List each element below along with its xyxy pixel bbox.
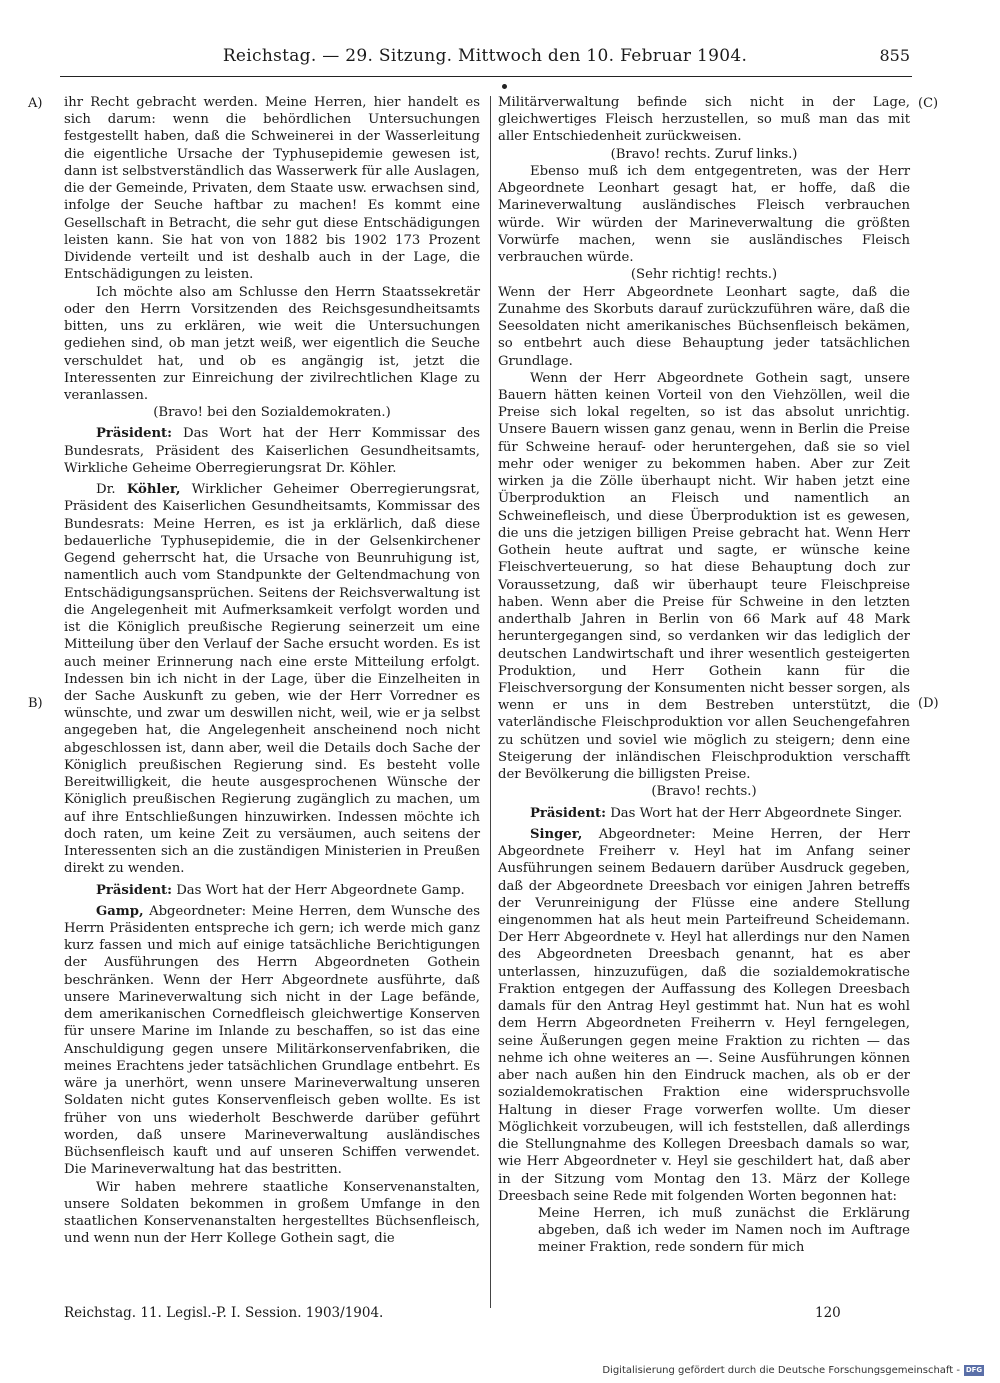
page-number: 855 <box>879 46 910 65</box>
interjection: (Bravo! rechts. Zuruf links.) <box>610 146 798 162</box>
interjection: (Bravo! bei den Sozialdemokraten.) <box>153 405 391 421</box>
interjection: (Bravo! rechts.) <box>651 784 757 800</box>
header-rule <box>60 76 912 77</box>
interjection: (Sehr richtig! rechts.) <box>630 267 778 283</box>
funding-credit <box>602 1365 984 1376</box>
paragraph: Ebenso muß ich dem entgegentreten, was der Herr Abgeordnete Leonhart gesagt hat, er hoffe, daß die Marineverwaltung ausländisches Fleisch verbrauchen würde. Wir würden der Marineverwaltung die größten Vorwürfe machen, wenn sie ausländisches Fleisch verbrauchen würde. <box>498 163 910 266</box>
column-divider <box>490 96 491 1308</box>
paragraph: Singer, Abgeordneter: Meine Herren, der Herr Abgeordnete Freiherr v. Heyl hat im Anfang seiner Ausführungen seinem Bedauern darüber Ausdruck gegeben, daß der Abgeordnete Dreesbach vor einigen Jahren betreffs der Verunreinigung der Flüsse eine andere Stellung eingenommen hat als heut mein Parteifreund Scheidemann. Der Herr Abgeordnete v. Heyl hat allerdings nur den Namen des Abgeordneten Dreesbach genannt, hat es aber unterlassen, hinzuzufügen, daß die sozialdemokratische Fraktion entgegen der Auffassung des Kollegen Dreesbach damals für den Antrag Heyl gestimmt hat. Nun hat es wohl dem Herrn Abgeordneten Freiherrn v. Heyl ferngelegen, seine Äußerungen gegen meine Fraktion zu richten — das nehme ich ohne weiteres an —. Seine Ausführungen können aber nach außen hin den Eindruck machen, als ob er der sozialdemokratischen Fraktion eine widerspruchsvolle Haltung in dieser Frage vorwerfen wollte. Um dieser Möglichkeit vorzubeugen, will ich feststellen, daß allerdings die Stellungnahme des Kollegen Dreesbach damals so war, wie Herr Abgeordneter v. Heyl sie geschildert hat, daß aber in der Sitzung vom Montag den 13. März der Kollege Dreesbach seine Rede mit folgenden Worten begonnen hat: <box>498 826 910 1204</box>
speaker-name: Präsident: <box>530 805 607 821</box>
paragraph: Dr. Köhler, Wirklicher Geheimer Oberregierungsrat, Präsident des Kaiserlichen Gesundheitsamts, Kommissar des Bundesrats: Meine Herren, es ist ja erklärlich, daß diese bedauerliche Typhusepidemie, die in der Gelsenkirchener Gegend geherrscht hat, die Ursache von Beunruhigung ist, namentlich auch vom Standpunkte der Geltendmachung von Entschädigungsansprüchen. Seitens der Reichsverwaltung ist die Angelegenheit mit Aufmerksamkeit verfolgt worden und ist die Königlich preußische Regierung seinerzeit um eine Mitteilung über den Verlauf der Sache ersucht worden. Es ist auch meiner Erinnerung nach eine erste Mitteilung erfolgt. Indessen bin ich nicht in der Lage, über die Einzelheiten in der Sache Auskunft zu geben, wie der Herr Vorredner es wünschte, und zwar um deswillen nicht, weil, wie er ja selbst angegeben hat, die Angelegenheit anscheinend noch nicht abgeschlossen ist, dann aber, weil die Details doch Sache der Königlich preußischen Regierung sind. Es besteht volle Bereitwilligkeit, die heute ausgesprochenen Wünsche der Königlich preußischen Regierung zugänglich zu machen, um auf ihre Entschließungen hinzuwirken. Indessen möchte ich doch raten, um keine Zeit zu versäumen, auch seitens der Interessenten sich an die zuständigen Ministerien in Preußen direkt zu wenden. <box>64 482 480 877</box>
speaker-name: Gamp, <box>96 903 144 919</box>
footer-session: Reichstag. 11. Legisl.-P. I. Session. 1903/1904. <box>64 1305 384 1321</box>
quotation: Meine Herren, ich muß zunächst die Erklärung abgeben, daß ich weder im Namen noch im Auftrage meiner Fraktion, rede sondern für mich <box>538 1206 910 1256</box>
paragraph: ihr Recht gebracht werden. Meine Herren, hier handelt es sich darum: wenn die behördlichen Untersuchungen festgestellt haben, daß die Schweinerei in der Wasserleitung die eigentliche Ursache der Typhusepidemie gewesen ist, dann ist selbstverständlich das Wasserwerk für alle Auslagen, die der Gemeinde, Privaten, dem Staate usw. erwachsen sind, infolge der Seuche haftbar zu machen! Es kommt eine Gesellschaft in Betracht, die sehr gut diese Entschädigungen leisten kann. Sie hat von von 1882 bis 1902 173 Prozent Dividende verteilt und ist deshalb auch in der Lage, die Entschädigungen zu leisten. <box>64 95 480 283</box>
speaker-title: Dr. <box>96 482 116 498</box>
header-title: Reichstag. — 29. Sitzung. Mittwoch den 10. Februar 1904. <box>222 46 748 66</box>
paragraph: Präsident: Das Wort hat der Herr Kommissar des Bundesrats, Präsident des Kaiserlichen Gesundheitsamts, Wirkliche Geheime Oberregierungsrat Dr. Köhler. <box>64 426 480 476</box>
left-column <box>64 94 480 1247</box>
speaker-name: Singer, <box>530 826 583 842</box>
paragraph: Wenn der Herr Abgeordnete Gothein sagt, unsere Bauern hätten keinen Vorteil von den Viehzöllen, weil die Preise sich lokal regelten, so ist das absolut unrichtig. Unsere Bauern wissen ganz genau, wenn in Berlin die Preise für Schweine herauf- oder heruntergehen, daß sie so viel mehr oder weniger zu bekommen haben. Aber zur Zeit wirken ja die Zölle überhaupt nicht. Wir haben jetzt eine Überproduktion an Fleisch und namentlich an Schweinefleisch, und diese Überproduktion ist es gewesen, die uns die jetzigen billigen Preise gebracht hat. Wenn Herr Gothein heute auftrat und sagte, er wünsche keine Fleischverteuerung, so hat diese Behauptung doch zur Voraussetzung, daß wir überhaupt teure Fleischpreise haben. Wenn aber die Preise für Schweine in den letzten anderthalb Jahren in Berlin von 66 Mark auf 48 Mark heruntergegangen sind, so verdanken wir das lediglich der deutschen Landwirtschaft und ihrer wesentlich gesteigerten Produktion, und Herr Gothein kann für die Fleischversorgung der Konsumenten nicht besser sorgen, als wenn er uns in dem Bestreben unterstützt, die vaterländische Fleischproduktion vor allen Seuchengefahren zu schützen und soviel wie möglich zu steigern; denn eine Steigerung der inländischen Fleischproduktion verschafft der Bevölkerung die billigsten Preise. <box>498 370 910 783</box>
paragraph: Ich möchte also am Schlusse den Herrn Staatssekretär oder den Herrn Vorsitzenden des Reichsgesundheitsamts bitten, uns zu erklären, wie weit die Untersuchungen gediehen sind, ob man jetzt weiß, wer eigentlich die Seuche verschuldet hat, und ob es angängig ist, jetzt die Interessenten zur Einreichung der zivilrechtlichen Klage zu veranlassen. <box>64 284 480 403</box>
paragraph: Militärverwaltung befinde sich nicht in der Lage, gleichwertiges Fleisch herzustellen, so muß man das mit aller Entschiedenheit zurückweisen. <box>498 95 910 145</box>
running-header <box>60 46 910 76</box>
printer-dot <box>502 84 507 89</box>
paragraph: Präsident: Das Wort hat der Herr Abgeordnete Gamp. <box>96 882 465 898</box>
paragraph: Wenn der Herr Abgeordnete Leonhart sagte, daß die Zunahme des Skorbuts darauf zurückzuführen wäre, daß die Seesoldaten nicht amerikanisches Büchsenfleisch bekämen, so entbehrt auch diese Behauptung jeder tatsächlichen Grundlage. <box>498 284 910 369</box>
speaker-name: Köhler, <box>126 482 181 498</box>
paragraph: Gamp, Abgeordneter: Meine Herren, dem Wunsche des Herrn Präsidenten entspreche ich gern; ich werde mich ganz kurz fassen und mich auf einige tatsächliche Berichtigungen der Ausführungen des Herrn Abgeordneten Gothein beschränken. Wenn der Herr Abgeordnete ausführte, daß unsere Marineverwaltung sich nicht in der Lage befände, dem amerikanischen Cornedfleisch gleichwertige Konserven für unsere Marine im Inlande zu beschaffen, so ist das eine Anschuldigung gegen unsere Militärkonservenfabriken, die meines Erachtens jeder tatsächlichen Grundlage entbehrt. Es wäre ja unerhört, wenn unsere Marineverwaltung unseren Soldaten nicht gutes Konservenfleisch geben wollte. Es ist früher von uns wiederholt Beschwerde darüber geführt worden, daß unsere Marineverwaltung ausländisches Büchsenfleisch kauft und auf unseren Schiffen verwendet. Die Marineverwaltung hat das bestritten. <box>64 903 481 1178</box>
footer-sheet-number: 120 <box>815 1305 841 1321</box>
paragraph: Präsident: Das Wort hat der Herr Abgeordnete Singer. <box>530 805 903 821</box>
margin-mark-b: B) <box>28 696 43 711</box>
credit-text: Digitalisierung gefördert durch die Deutsche Forschungsgemeinschaft - <box>602 1365 960 1376</box>
margin-mark-a: A) <box>28 96 43 111</box>
margin-mark-c: (C) <box>918 96 939 111</box>
dfg-logo-icon: DFG <box>965 1366 983 1374</box>
paragraph: Wir haben mehrere staatliche Konservenanstalten, unsere Soldaten bekommen in großem Umfange in den staatlichen Konservenanstalten hergestelltes Büchsenfleisch, und wenn nun der Herr Kollege Gothein sagt, die <box>64 1179 480 1247</box>
right-column <box>498 94 910 1257</box>
speaker-name: Präsident: <box>96 882 173 898</box>
speaker-name: Präsident: <box>96 426 173 442</box>
margin-mark-d: (D) <box>918 696 939 711</box>
